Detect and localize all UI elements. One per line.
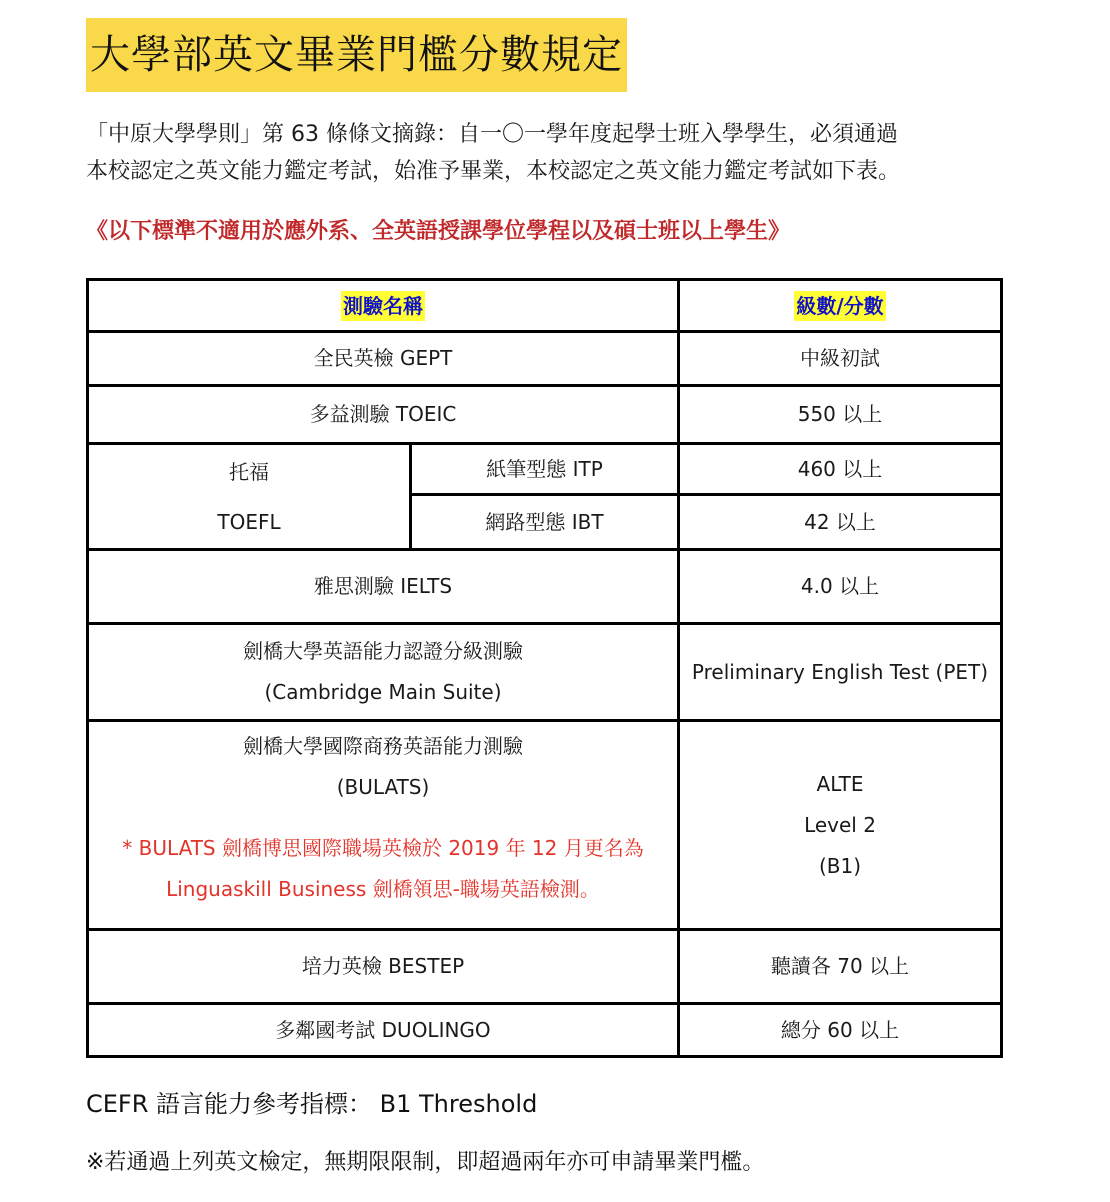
table-row-bestep-test — [86, 928, 680, 1005]
validity-remark: ※若通過上列英文檢定，無期限限制，即超過兩年亦可申請畢業門檻。 — [86, 1150, 765, 1175]
header-score-label: 級數/分數 — [794, 291, 885, 321]
test-name-en: TOEFL — [217, 509, 281, 534]
score-line: Level 2 — [804, 812, 876, 837]
score-line: (B1) — [818, 853, 862, 878]
score-value: 中級初試 — [800, 346, 880, 370]
table-row-toefl-ibt-score — [677, 493, 1003, 551]
intro-line-1: 「中原大學學則」第 63 條條文摘錄：自一〇一學年度起學士班入學學生，必須通過 — [86, 122, 898, 147]
table-row-duolingo-score — [677, 1002, 1003, 1058]
table-row-duolingo-test — [86, 1002, 680, 1058]
table-row-toefl-test — [86, 442, 412, 551]
test-name-zh: 劍橋大學英語能力認證分級測驗 — [243, 639, 523, 663]
cefr-reference: CEFR 語言能力參考指標： B1 Threshold — [86, 1090, 538, 1118]
page-title: 大學部英文畢業門檻分數規定 — [86, 18, 627, 92]
rename-note-line-2: Linguaskill Business 劍橋領思-職場英語檢測。 — [166, 877, 600, 901]
test-name: 多益測驗 TOEIC — [309, 402, 457, 426]
table-row-toeic-test — [86, 384, 680, 445]
table-row-bulats-score — [677, 719, 1003, 931]
test-name-en: (Cambridge Main Suite) — [264, 680, 502, 704]
test-name: 多鄰國考試 DUOLINGO — [275, 1017, 491, 1042]
table-row-bulats-test — [86, 719, 680, 931]
score-value: Preliminary English Test (PET) — [691, 659, 989, 684]
score-value: 4.0 以上 — [800, 574, 880, 598]
table-row-ielts-test — [86, 548, 680, 625]
table-row-toefl-itp-format — [409, 442, 680, 496]
table-row-gept-score — [677, 330, 1003, 387]
table-row-toefl-itp-score — [677, 442, 1003, 496]
table-row-toeic-score — [677, 384, 1003, 445]
test-format: 紙筆型態 ITP — [486, 456, 603, 481]
test-name: 培力英檢 BESTEP — [301, 954, 465, 978]
score-value: 總分 60 以上 — [780, 1017, 900, 1042]
intro-paragraph — [86, 116, 1046, 190]
score-value: 550 以上 — [797, 402, 883, 426]
header-score — [677, 278, 1003, 333]
table-row-ielts-score — [677, 548, 1003, 625]
test-name-zh: 劍橋大學國際商務英語能力測驗 — [243, 734, 523, 758]
table-row-toefl-ibt-format — [409, 493, 680, 551]
header-test-name-label: 測驗名稱 — [341, 291, 425, 321]
test-format: 網路型態 IBT — [485, 509, 604, 534]
table-row-cambridge-score — [677, 622, 1003, 722]
intro-line-2: 本校認定之英文能力鑑定考試，始准予畢業，本校認定之英文能力鑑定考試如下表。 — [86, 159, 901, 184]
rename-note-line-1: * BULATS 劍橋博思國際職場英檢於 2019 年 12 月更名為 — [122, 836, 644, 860]
test-name-zh: 托福 — [229, 459, 269, 484]
exclusion-notice: 《以下標準不適用於應外系、全英語授課學位學程以及碩士班以上學生》 — [86, 219, 791, 244]
test-name-en: (BULATS) — [336, 775, 430, 799]
table-row-gept-test — [86, 330, 680, 387]
table-row-cambridge-test — [86, 622, 680, 722]
header-test-name — [86, 278, 680, 333]
test-name: 全民英檢 GEPT — [313, 346, 453, 370]
score-line: ALTE — [816, 771, 864, 796]
score-value: 460 以上 — [797, 456, 883, 481]
requirements-table — [86, 278, 1003, 1058]
table-row-bestep-score — [677, 928, 1003, 1005]
score-value: 42 以上 — [804, 509, 876, 534]
score-value: 聽讀各 70 以上 — [770, 954, 910, 978]
test-name: 雅思測驗 IELTS — [313, 574, 453, 598]
